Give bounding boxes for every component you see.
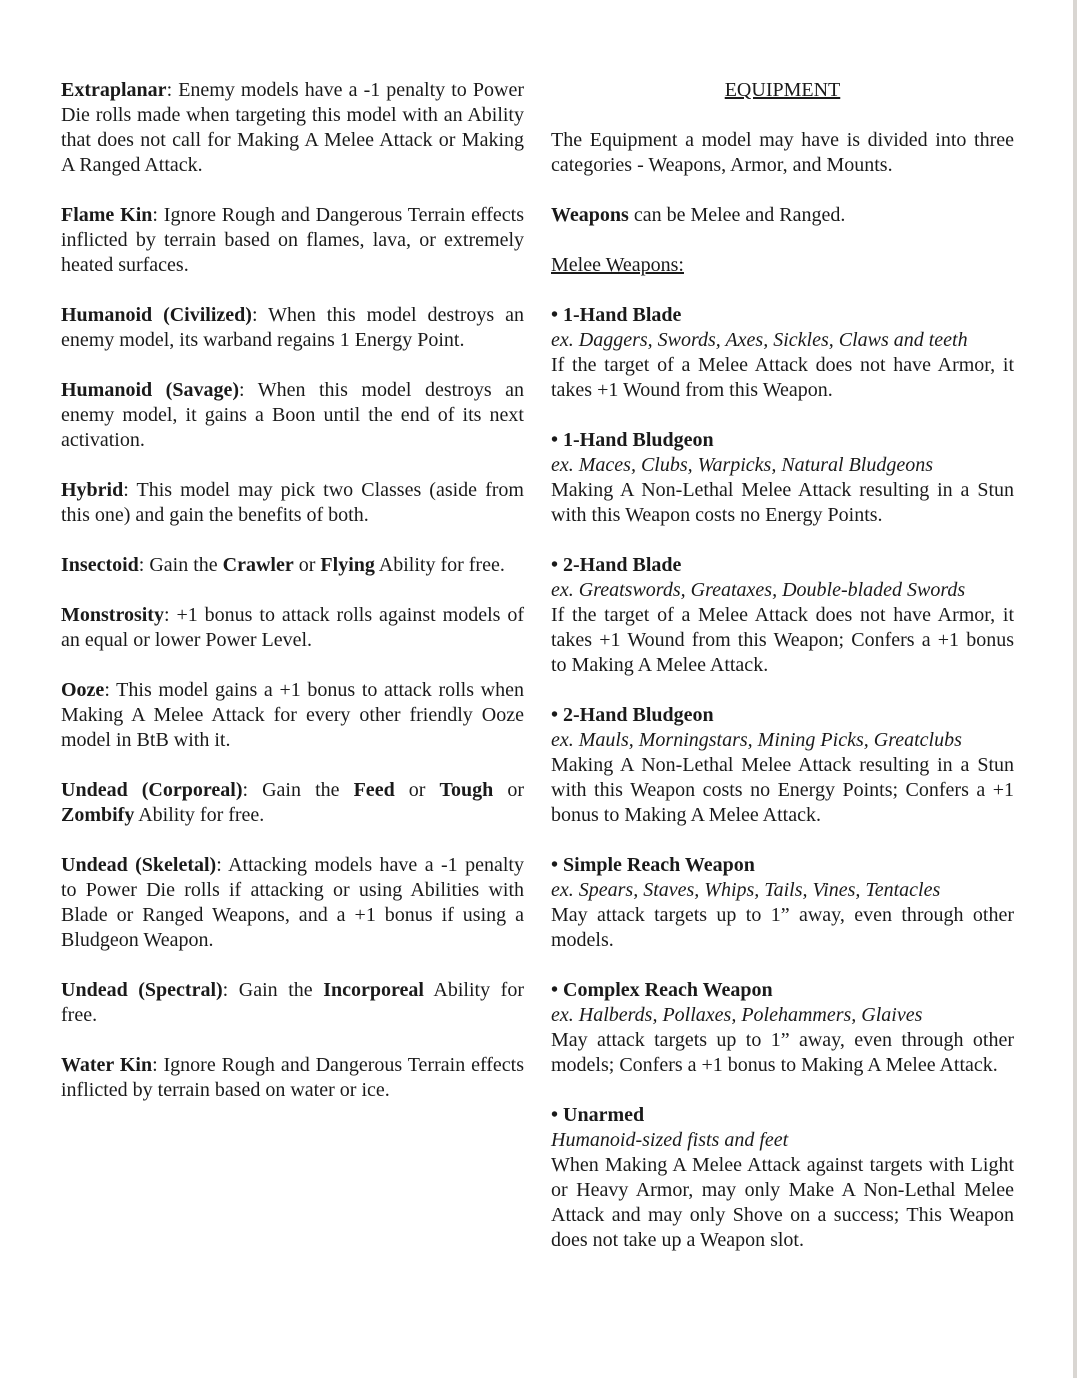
text-run: or [293,554,321,576]
equipment-heading: EQUIPMENT [724,79,841,101]
bold-term: Undead (Skeletal) [61,854,217,876]
bullet-icon: • [551,979,564,1001]
weapon-examples: ex. Maces, Clubs, Warpicks, Natural Bludgeons [551,454,934,476]
class-trait-entry [61,778,524,828]
weapon-item [551,853,1014,953]
bullet-icon: • [551,554,564,576]
bold-term: Monstrosity [61,604,164,626]
weapons-line [551,203,1014,228]
text-run: Ability for free. [374,554,505,576]
bold-term: Feed [353,779,395,801]
weapon-name [551,1103,1014,1128]
text-run: can be Melee and Ranged. [628,204,846,226]
weapon-item [551,703,1014,828]
weapon-name-text: Unarmed [563,1104,645,1126]
left-column [61,78,524,1128]
bold-term: Incorporeal [323,979,424,1001]
text-run: : Gain the [242,779,354,801]
weapon-examples: Humanoid-sized fists and feet [551,1129,789,1151]
weapon-name [551,303,1014,328]
weapon-description: If the target of a Melee Attack does not have Armor, it takes +1 Wound from this Weapon; Confers a +1 bonus to Making A Melee Attack. [551,604,1014,676]
weapon-examples: ex. Greatswords, Greataxes, Double-bladed Swords [551,579,966,601]
bold-term: Tough [439,779,494,801]
weapon-item [551,428,1014,528]
bullet-icon: • [551,304,564,326]
text-run: or [394,779,440,801]
weapon-description: Making A Non-Lethal Melee Attack resulting in a Stun with this Weapon costs no Energy Points; Confers a +1 bonus to Making A Melee Attack. [551,754,1014,826]
text-run: : This model gains a +1 bonus to attack rolls when Making A Melee Attack for every other friendly Ooze model in BtB with it. [61,679,524,751]
class-trait-entry [61,478,524,528]
right-column [551,78,1014,1278]
text-run: Ability for free. [134,804,265,826]
bold-term: Undead (Corporeal) [61,779,243,801]
weapon-item [551,978,1014,1078]
class-trait-entry [61,1053,524,1103]
weapon-description: Making A Non-Lethal Melee Attack resulting in a Stun with this Weapon costs no Energy Points. [551,479,1014,526]
text-run: : Ignore Rough and Dangerous Terrain effects inflicted by terrain based on water or ice. [61,1054,524,1101]
bold-term: Undead (Spectral) [61,979,223,1001]
bold-term: Flying [320,554,375,576]
text-run: : When this model destroys an enemy model, its warband regains 1 Energy Point. [61,304,525,351]
bold-term: Water Kin [61,1054,153,1076]
text-run: or [493,779,524,801]
weapon-name-text: 1-Hand Bludgeon [563,429,714,451]
weapon-description: If the target of a Melee Attack does not have Armor, it takes +1 Wound from this Weapon. [551,354,1014,401]
weapon-examples: ex. Halberds, Pollaxes, Polehammers, Glaives [551,1004,923,1026]
class-trait-entry [61,853,524,953]
bold-term: Weapons [551,204,629,226]
class-trait-entry [61,203,524,278]
melee-weapon-list [551,303,1014,1253]
bold-term: Hybrid [61,479,124,501]
text-run: : Enemy models have a -1 penalty to Power Die rolls made when targeting this model with an Ability that does not call for Making A Melee Attack or Making A Ranged Attack. [61,79,524,176]
text-run: : This model may pick two Classes (aside from this one) and gain the benefits of both. [61,479,524,526]
text-run: : When this model destroys an enemy model, it gains a Boon until the end of its next activation. [61,379,525,451]
weapon-name-text: Simple Reach Weapon [563,854,755,876]
weapon-examples: ex. Spears, Staves, Whips, Tails, Vines, Tentacles [551,879,941,901]
weapon-description: May attack targets up to 1” away, even through other models. [551,904,1014,951]
bullet-icon: • [551,854,564,876]
class-trait-entry [61,978,524,1028]
bold-term: Zombify [61,804,135,826]
weapon-examples: ex. Daggers, Swords, Axes, Sickles, Claws and teeth [551,329,968,351]
class-trait-entry [61,603,524,653]
melee-weapons-heading: Melee Weapons: [551,254,684,276]
equipment-intro: The Equipment a model may have is divided into three categories - Weapons, Armor, and Mounts. [551,129,1014,176]
bullet-icon: • [551,429,564,451]
text-run: : Gain the [138,554,223,576]
class-trait-entry [61,553,524,578]
bold-term: Extraplanar [61,79,167,101]
bold-term: Flame Kin [61,204,153,226]
weapon-examples: ex. Mauls, Morningstars, Mining Picks, Greatclubs [551,729,962,751]
bullet-icon: • [551,1104,564,1126]
page-edge [1073,0,1077,1378]
bold-term: Humanoid (Savage) [61,379,239,401]
text-run: : Attacking models have a -1 penalty to Power Die rolls if attacking or using Abilities with Blade or Ranged Weapons, and a +1 bonus if using a Bludgeon Weapon. [61,854,524,951]
class-trait-entry [61,303,524,353]
weapon-item [551,303,1014,403]
weapon-name [551,978,1014,1003]
bold-term: Ooze [61,679,105,701]
text-run: : Ignore Rough and Dangerous Terrain effects inflicted by terrain based on flames, lava, or extremely heated surfaces. [61,204,525,276]
class-trait-list [61,78,524,1103]
class-trait-entry [61,78,524,178]
weapon-name [551,853,1014,878]
weapon-name [551,553,1014,578]
text-run: Ability for free. [61,979,524,1026]
weapon-name-text: 2-Hand Bludgeon [563,704,714,726]
bold-term: Crawler [222,554,294,576]
bullet-icon: • [551,704,564,726]
weapon-name [551,703,1014,728]
class-trait-entry [61,678,524,753]
weapon-name [551,428,1014,453]
text-run: : +1 bonus to attack rolls against models of an equal or lower Power Level. [61,604,524,651]
weapon-item [551,1103,1014,1253]
weapon-name-text: 1-Hand Blade [563,304,682,326]
weapon-description: When Making A Melee Attack against targets with Light or Heavy Armor, may only Make A Non-Lethal Melee Attack and may only Shove on a success; This Weapon does not take up a Weapon slot. [551,1154,1014,1251]
bold-term: Humanoid (Civilized) [61,304,252,326]
text-run: : Gain the [222,979,324,1001]
weapon-description: May attack targets up to 1” away, even through other models; Confers a +1 bonus to Making A Melee Attack. [551,1029,1014,1076]
class-trait-entry [61,378,524,453]
weapon-item [551,553,1014,678]
weapon-name-text: 2-Hand Blade [563,554,682,576]
bold-term: Insectoid [61,554,139,576]
weapon-name-text: Complex Reach Weapon [563,979,773,1001]
